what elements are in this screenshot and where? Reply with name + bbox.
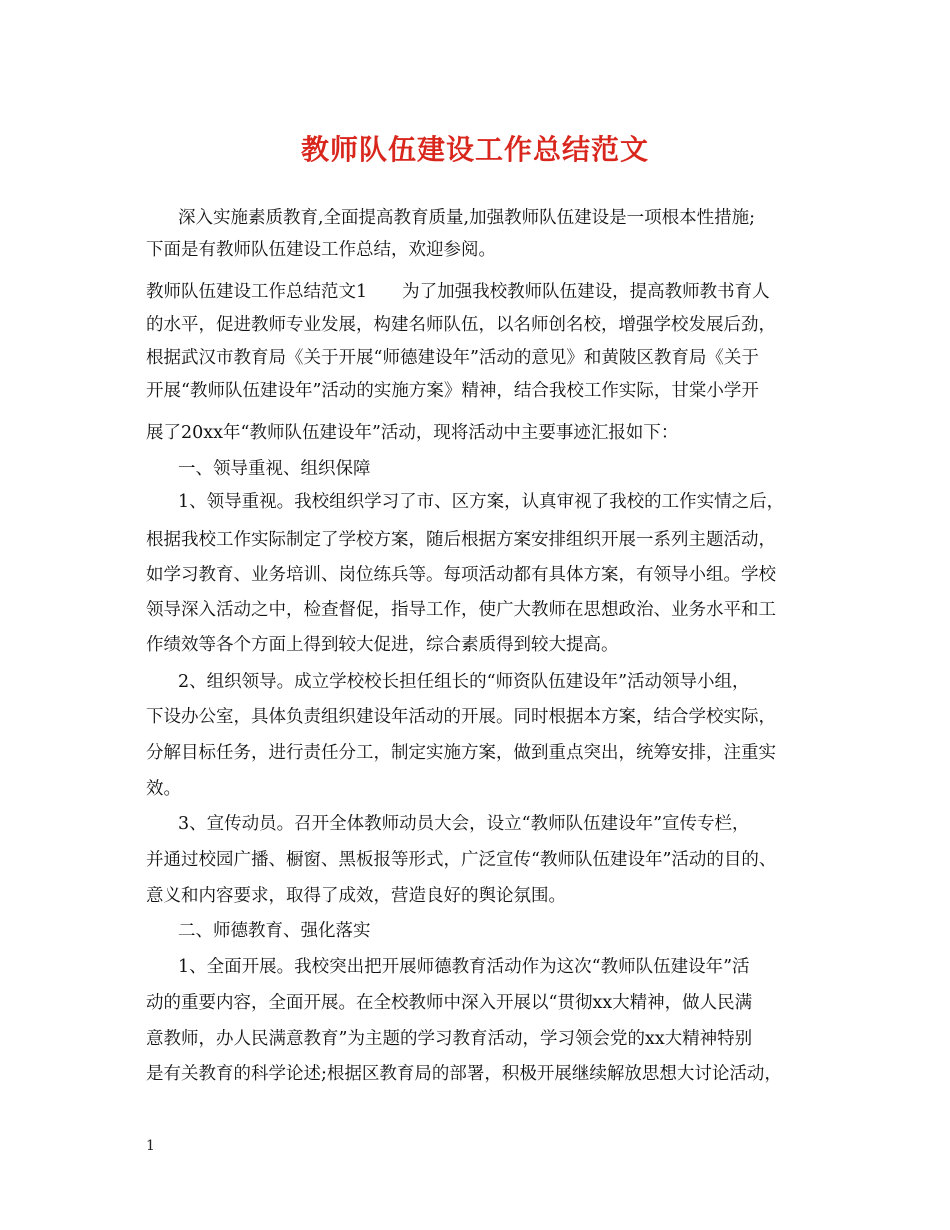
text-line: 下设办公室，具体负责组织建设年活动的开展。同时根据本方案，结合学校实际， [146,707,776,727]
text-line: 开展“教师队伍建设年”活动的实施方案》精神，结合我校工作实际，甘棠小学开 [146,381,759,401]
text-line: 展了20xx年“教师队伍建设年”活动，现将活动中主要事迹汇报如下： [146,423,679,443]
document-title: 教师队伍建设工作总结范文 [300,133,649,166]
text-line: 深入实施素质教育,全面提高教育质量,加强教师队伍建设是一项根本性措施; [178,208,756,228]
text-line: 1、全面开展。我校突出把开展师德教育活动作为这次“教师队伍建设年”活 [178,957,750,977]
text-line: 根据武汉市教育局《关于开展“师德建设年”活动的意见》和黄陂区教育局《关于 [146,348,759,368]
text-line: 分解目标任务，进行责任分工，制定实施方案，做到重点突出，统筹安排，注重实 [146,743,776,763]
text-line: 动的重要内容，全面开展。在全校教师中深入开展以“贯彻xx大精神，做人民满 [146,993,753,1013]
section-heading: 二、师德教育、强化落实 [178,921,371,941]
text-line: 2、组织领导。成立学校校长担任组长的“师资队伍建设年”活动领导小组， [178,672,750,692]
text-line: 领导深入活动之中，检查督促，指导工作，使广大教师在思想政治、业务水平和工 [146,600,776,620]
text-line: 下面是有教师队伍建设工作总结，欢迎参阅。 [146,240,496,260]
text-line: 3、宣传动员。召开全体教师动员大会，设立“教师队伍建设年”宣传专栏， [178,814,750,834]
text-line: 如学习教育、业务培训、岗位练兵等。每项活动都有具体方案，有领导小组。学校 [146,565,776,585]
text-line: 意义和内容要求，取得了成效，营造良好的舆论氛围。 [146,886,566,906]
text-line: 教师队伍建设工作总结范文1 为了加强我校教师队伍建设，提高教师教书育人 [146,282,770,302]
text-line: 效。 [146,779,181,799]
text-line: 作绩效等各个方面上得到较大促进，综合素质得到较大提高。 [146,635,619,655]
page-number: 1 [146,1138,155,1154]
text-line: 1、领导重视。我校组织学习了市、区方案，认真审视了我校的工作实情之后， [178,492,785,512]
text-line: 并通过校园广播、橱窗、黑板报等形式，广泛宣传“教师队伍建设年”活动的目的、 [146,850,777,870]
text-line: 是有关教育的科学论述;根据区教育局的部署，积极开展继续解放思想大讨论活动， [146,1064,782,1084]
section-heading: 一、领导重视、组织保障 [178,459,371,479]
text-line: 意教师，办人民满意教育”为主题的学习教育活动，学习领会党的xx大精神特别 [146,1029,753,1049]
text-line: 根据我校工作实际制定了学校方案，随后根据方案安排组织开展一系列主题活动， [146,530,776,550]
text-line: 的水平，促进教师专业发展，构建名师队伍，以名师创名校，增强学校发展后劲， [146,315,776,335]
